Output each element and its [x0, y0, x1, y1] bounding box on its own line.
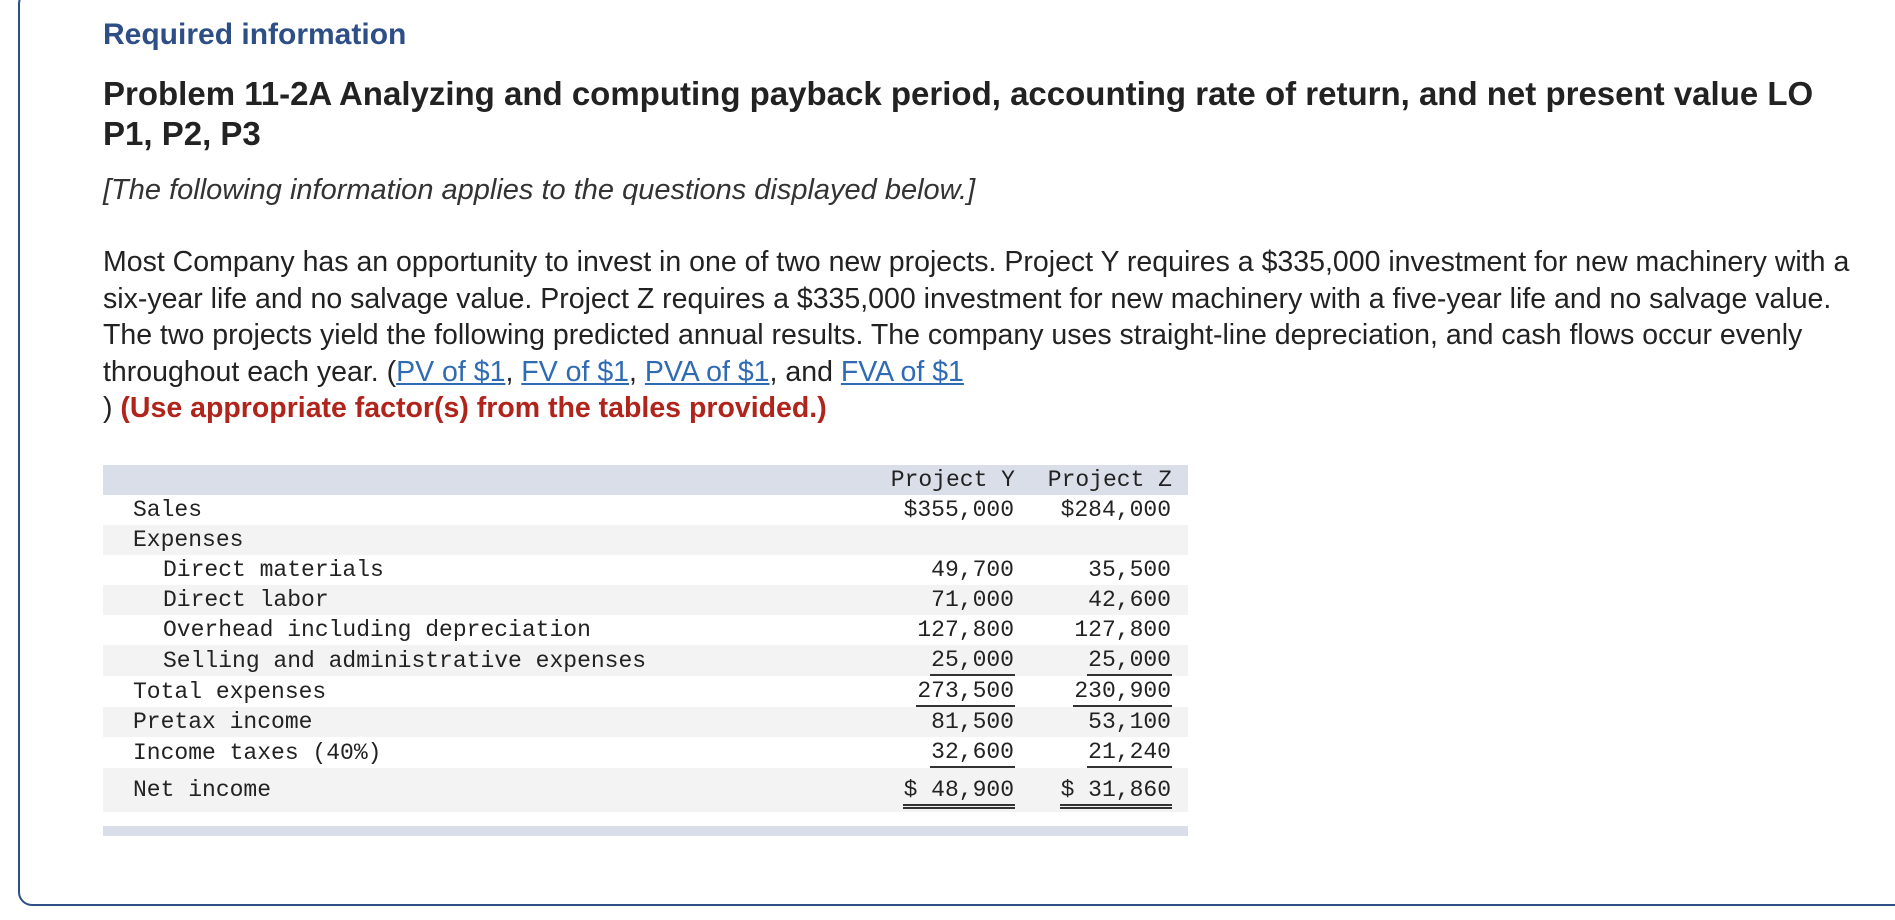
- header-project-z: Project Z: [1047, 467, 1172, 493]
- value-project-z: $ 31,860: [1060, 777, 1172, 809]
- description-text: Most Company has an opportunity to invest in one of two new projects. Project Y requires a $335,000 investment for new machinery with a six-year life and no salvage value. Project Z requires a $335,000 investment for new machinery with a five-year life and no salvage value. The two projects yield the following predicted annual results. The company uses straight-line depreciation, and cash flows occur evenly throughout each year. (: [103, 246, 1850, 388]
- row-label: Overhead including depreciation: [103, 615, 890, 645]
- row-label: Pretax income: [103, 707, 890, 737]
- problem-description: [103, 244, 1883, 427]
- table-row: [103, 525, 1188, 555]
- row-label: Total expenses: [103, 676, 890, 707]
- required-information-heading: Required information: [103, 18, 407, 51]
- value-project-z: $284,000: [1060, 497, 1171, 523]
- table-row: [103, 645, 1188, 676]
- row-label: Net income: [103, 768, 890, 812]
- table-row: [103, 768, 1188, 812]
- value-project-z: 53,100: [1088, 709, 1171, 735]
- value-project-y: 81,500: [931, 709, 1014, 735]
- fv-of-1-link[interactable]: FV of $1: [521, 355, 630, 388]
- table-footer-bar: [103, 826, 1188, 836]
- table-row: [103, 495, 1188, 525]
- row-label: Sales: [103, 495, 890, 525]
- value-project-z: 35,500: [1088, 557, 1171, 583]
- value-project-y: 273,500: [916, 678, 1015, 707]
- value-project-y: 71,000: [931, 587, 1014, 613]
- pva-of-1-link[interactable]: PVA of $1: [644, 355, 770, 388]
- value-project-y: 25,000: [930, 647, 1015, 676]
- problem-title: Problem 11-2A Analyzing and computing payback period, accounting rate of return, and net present value LO P1, P2, P3: [103, 75, 1814, 152]
- value-project-z: 230,900: [1073, 678, 1172, 707]
- value-project-z: 25,000: [1087, 647, 1172, 676]
- fva-of-1-link[interactable]: FVA of $1: [840, 355, 964, 388]
- value-project-y: 32,600: [930, 739, 1015, 768]
- factor-warning: (Use appropriate factor(s) from the tables provided.): [120, 392, 827, 424]
- value-project-z: 42,600: [1088, 587, 1171, 613]
- separator: , and: [769, 355, 841, 388]
- separator: ,: [629, 355, 645, 388]
- header-project-y: Project Y: [890, 467, 1015, 493]
- pv-of-1-link[interactable]: PV of $1: [396, 355, 506, 388]
- value-project-z: 127,800: [1074, 617, 1171, 643]
- value-project-y: 49,700: [931, 557, 1014, 583]
- table-row: [103, 707, 1188, 737]
- table-row: [103, 615, 1188, 645]
- table-row: [103, 585, 1188, 615]
- table-row: [103, 555, 1188, 585]
- info-note: [The following information applies to the questions displayed below.]: [103, 174, 976, 206]
- table-header-row: [103, 465, 1188, 495]
- value-project-y: 127,800: [917, 617, 1014, 643]
- separator: ,: [505, 355, 522, 388]
- row-label: Direct materials: [103, 555, 890, 585]
- close-paren: ): [103, 392, 113, 424]
- row-label: Direct labor: [103, 585, 890, 615]
- row-label: Expenses: [103, 525, 890, 555]
- table-row: [103, 676, 1188, 707]
- row-label: Income taxes (40%): [103, 737, 890, 768]
- table-row: [103, 737, 1188, 768]
- income-statement-table: [103, 465, 1188, 836]
- value-project-z: 21,240: [1087, 739, 1172, 768]
- value-project-y: $355,000: [903, 497, 1014, 523]
- value-project-y: $ 48,900: [903, 777, 1015, 809]
- row-label: Selling and administrative expenses: [103, 645, 890, 676]
